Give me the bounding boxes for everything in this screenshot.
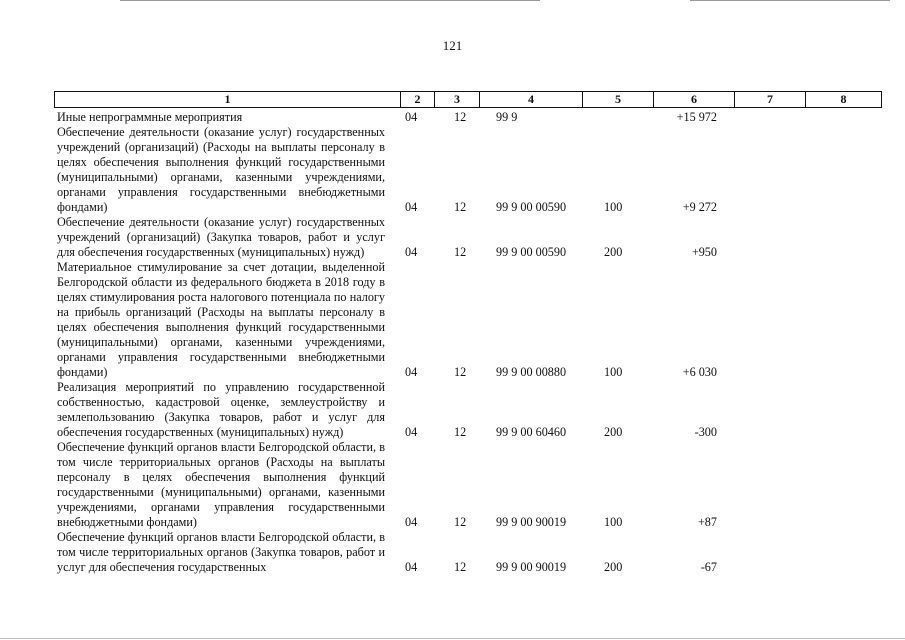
description-line: Обеспечение функций органов власти Белгородской: [57, 440, 330, 454]
amount-cell: +9 272: [682, 200, 717, 214]
table-row: [0, 260, 905, 380]
description-line: выплаты персоналу в целях обеспечения выполнения: [57, 140, 385, 169]
target-code-cell: 99 9: [496, 110, 518, 124]
section-cell: 04: [405, 110, 418, 124]
expense-type-cell: 200: [604, 560, 623, 574]
row-description: [57, 125, 385, 215]
table-row: [0, 440, 905, 530]
description-line: товаров, работ и услуг для обеспечения государственных: [57, 545, 385, 574]
description-line: Обеспечение деятельности (оказание услуг): [57, 125, 292, 139]
description-line: казенными учреждениями, органами управления: [57, 170, 385, 199]
description-line: на выплаты персоналу в целях обеспечения выполнения: [57, 455, 386, 484]
section-cell: 04: [405, 365, 418, 379]
description-line: обеспечения государственных (муниципальных) нужд): [57, 425, 344, 439]
description-line: функций государственными (муниципальными) органами,: [57, 470, 385, 499]
table-header: [54, 91, 882, 108]
target-code-cell: 99 9 00 90019: [496, 515, 567, 529]
description-line: области, в том числе территориальных органов (Расходы: [57, 440, 385, 469]
subsection-cell: 12: [454, 515, 467, 529]
description-line: органами управления государственными внебюджетными: [57, 350, 385, 364]
top-edge-line: [120, 0, 540, 1]
description-line: организаций (Расходы на выплаты персоналу в целях: [57, 305, 385, 334]
target-code-cell: 99 9 00 00880: [496, 365, 567, 379]
expense-type-cell: 100: [604, 365, 623, 379]
budget-rows: [0, 110, 905, 575]
header-cell: 3: [435, 92, 480, 107]
target-code-cell: 99 9 00 90019: [496, 560, 567, 574]
description-line: области, в том числе территориальных органов (Закупка: [57, 530, 385, 559]
description-line: Обеспечение деятельности (оказание услуг): [57, 215, 292, 229]
description-line: Обеспечение функций органов власти Белгородской: [57, 530, 330, 544]
description-line: Иные непрограммные мероприятия: [57, 110, 243, 124]
header-cell: 7: [735, 92, 806, 107]
target-code-cell: 99 9 00 00590: [496, 200, 567, 214]
description-line: товаров, работ и услуг для обеспечения государственных: [57, 230, 385, 259]
subsection-cell: 12: [454, 365, 467, 379]
description-line: выделенной Белгородской области из федерального: [57, 260, 386, 289]
header-cell: 6: [654, 92, 735, 107]
row-description: [57, 215, 385, 260]
description-line: собственностью, кадастровой оценке, землеустройству и: [57, 395, 385, 409]
header-cell: 2: [401, 92, 435, 107]
description-line: налогового потенциала по налогу на прибыль: [57, 290, 386, 319]
description-line: государственными внебюджетными фондами): [57, 185, 385, 214]
amount-cell: +950: [691, 245, 717, 259]
top-edge-line: [690, 0, 890, 1]
description-line: государственных учреждений (организаций) (Расходы на: [57, 125, 385, 154]
row-description: [57, 380, 385, 440]
subsection-cell: 12: [454, 425, 467, 439]
section-cell: 04: [405, 560, 418, 574]
bottom-edge-line: [0, 638, 905, 639]
row-description: [57, 260, 385, 380]
section-cell: 04: [405, 425, 418, 439]
expense-type-cell: 100: [604, 200, 623, 214]
description-line: землепользованию (Закупка товаров, работ и услуг для: [57, 410, 385, 424]
target-code-cell: 99 9 00 60460: [496, 425, 567, 439]
description-line: (муниципальными) органами, казенными учреждениями,: [57, 335, 385, 349]
amount-cell: +87: [697, 515, 717, 529]
table-row: [0, 530, 905, 575]
amount-cell: -300: [694, 425, 717, 439]
section-cell: 04: [405, 515, 418, 529]
description-line: Реализация мероприятий по управлению государственной: [57, 380, 385, 394]
description-line: Материальное стимулирование за счет дотации,: [57, 260, 317, 274]
header-cell: 1: [55, 92, 401, 107]
section-cell: 04: [405, 245, 418, 259]
table-row: [0, 110, 905, 125]
target-code-cell: 99 9 00 00590: [496, 245, 567, 259]
amount-cell: +6 030: [682, 365, 717, 379]
subsection-cell: 12: [454, 245, 467, 259]
subsection-cell: 12: [454, 200, 467, 214]
expense-type-cell: 200: [604, 425, 623, 439]
header-cell: 5: [583, 92, 654, 107]
subsection-cell: 12: [454, 110, 467, 124]
page-number: 121: [442, 38, 463, 53]
amount-cell: -67: [700, 560, 717, 574]
subsection-cell: 12: [454, 560, 467, 574]
header-cell: 4: [480, 92, 583, 107]
description-line: обеспечения выполнения функций государственными: [93, 320, 386, 334]
expense-type-cell: 100: [604, 515, 623, 529]
header-cell: 8: [840, 92, 847, 106]
description-line: (муниципальных) нужд): [237, 245, 365, 259]
table-row: [0, 125, 905, 215]
section-cell: 04: [405, 200, 418, 214]
description-line: бюджета в 2018 году в целях стимулирования роста: [57, 275, 386, 304]
description-line: государственных учреждений (организаций) (Закупка: [57, 215, 385, 244]
description-line: казенными учреждениями, органами управления: [57, 485, 385, 514]
table-row: [0, 380, 905, 440]
expense-type-cell: 200: [604, 245, 623, 259]
amount-cell: +15 972: [676, 110, 717, 124]
row-description: [57, 440, 385, 530]
row-description: [57, 530, 385, 575]
table-row: [0, 215, 905, 260]
description-line: государственными внебюджетными фондами): [57, 500, 385, 529]
row-description: [57, 110, 385, 125]
description-line: функций государственными (муниципальными) органами,: [57, 155, 385, 184]
description-line: фондами): [57, 365, 108, 379]
